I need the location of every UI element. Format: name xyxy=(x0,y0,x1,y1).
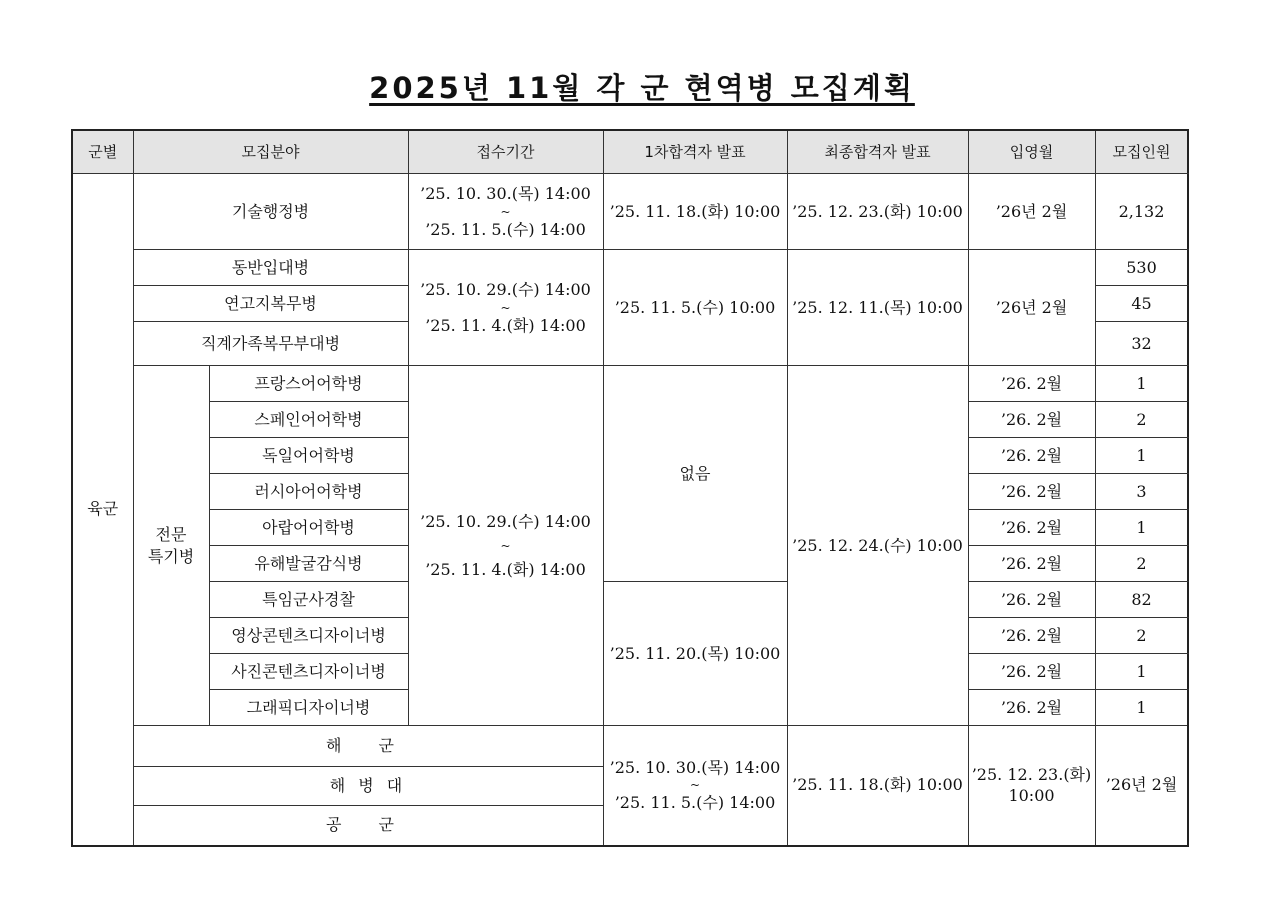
document-title: 2025년 11월 각 군 현역병 모집계획 xyxy=(369,71,915,105)
count-cell: 82 xyxy=(1095,582,1188,618)
count-cell: 1 xyxy=(1095,438,1188,474)
enlist-cell: ’26. 2월 xyxy=(968,474,1095,510)
branch-cell: 해 병 대 xyxy=(133,767,603,806)
army-label: 육군 xyxy=(72,174,133,846)
first-announce-cell: ’25. 11. 5.(수) 10:00 xyxy=(603,250,787,366)
count-cell: 32 xyxy=(1095,322,1188,366)
final-announce-cell: ’25. 12. 24.(수) 10:00 xyxy=(787,366,968,726)
header-row xyxy=(72,130,1188,174)
branch-cell: 해 군 xyxy=(133,726,603,767)
header-count: 모집인원 xyxy=(1095,130,1188,174)
table-row xyxy=(72,366,1188,402)
field-cell: 영상콘텐츠디자이너병 xyxy=(209,618,408,654)
field-cell: 연고지복무병 xyxy=(133,286,408,322)
field-cell: 러시아어어학병 xyxy=(209,474,408,510)
field-cell: 유해발굴감식병 xyxy=(209,546,408,582)
first-announce-cell: ’25. 11. 18.(화) 10:00 xyxy=(603,174,787,250)
field-cell: 스페인어어학병 xyxy=(209,402,408,438)
enlist-cell: ’26년 2월 xyxy=(1095,726,1188,846)
table-row xyxy=(72,174,1188,250)
count-cell: 1 xyxy=(1095,510,1188,546)
field-cell: 직계가족복무부대병 xyxy=(133,322,408,366)
enlist-cell: ’26년 2월 xyxy=(968,174,1095,250)
final-announce-cell: ’25. 12. 23.(화) 10:00 xyxy=(968,726,1095,846)
final-announce-cell: ’25. 12. 23.(화) 10:00 xyxy=(787,174,968,250)
enlist-cell: ’26. 2월 xyxy=(968,582,1095,618)
period-cell: ’25. 10. 30.(목) 14:00 ~ ’25. 11. 5.(수) 14:00 xyxy=(408,174,603,250)
field-cell: 독일어어학병 xyxy=(209,438,408,474)
first-announce-cell: ’25. 11. 18.(화) 10:00 xyxy=(787,726,968,846)
field-cell: 동반입대병 xyxy=(133,250,408,286)
header-branch: 군별 xyxy=(72,130,133,174)
enlist-cell: ’26. 2월 xyxy=(968,546,1095,582)
count-cell: 1 xyxy=(1095,690,1188,726)
count-cell: 2 xyxy=(1095,402,1188,438)
count-cell: 3 xyxy=(1095,474,1188,510)
header-first-announce: 1차합격자 발표 xyxy=(603,130,787,174)
enlist-cell: ’26. 2월 xyxy=(968,366,1095,402)
enlist-cell: ’26. 2월 xyxy=(968,402,1095,438)
period-cell: ’25. 10. 29.(수) 14:00 ~ ’25. 11. 4.(화) 14:00 xyxy=(408,250,603,366)
field-cell: 아랍어어학병 xyxy=(209,510,408,546)
count-cell: 1 xyxy=(1095,366,1188,402)
recruitment-table xyxy=(71,129,1189,847)
document-title-wrap xyxy=(0,66,1284,107)
header-enlist-month: 입영월 xyxy=(968,130,1095,174)
field-cell: 특임군사경찰 xyxy=(209,582,408,618)
enlist-cell: ’26. 2월 xyxy=(968,438,1095,474)
header-field: 모집분야 xyxy=(133,130,408,174)
header-period: 접수기간 xyxy=(408,130,603,174)
count-cell: 530 xyxy=(1095,250,1188,286)
period-cell: ’25. 10. 29.(수) 14:00 ~ ’25. 11. 4.(화) 14:00 xyxy=(408,366,603,726)
count-cell: 2 xyxy=(1095,618,1188,654)
first-announce-cell: ’25. 11. 20.(목) 10:00 xyxy=(603,582,787,726)
table-row xyxy=(72,250,1188,286)
first-announce-cell: 없음 xyxy=(603,366,787,582)
enlist-cell: ’26. 2월 xyxy=(968,510,1095,546)
enlist-cell: ’26년 2월 xyxy=(968,250,1095,366)
period-cell: ’25. 10. 30.(목) 14:00 ~ ’25. 11. 5.(수) 14:00 xyxy=(603,726,787,846)
enlist-cell: ’26. 2월 xyxy=(968,690,1095,726)
count-cell: 45 xyxy=(1095,286,1188,322)
table-row xyxy=(72,726,1188,767)
table-row xyxy=(72,582,1188,618)
field-cell: 그래픽디자이너병 xyxy=(209,690,408,726)
field-cell: 사진콘텐츠디자이너병 xyxy=(209,654,408,690)
header-final-announce: 최종합격자 발표 xyxy=(787,130,968,174)
field-cell: 프랑스어어학병 xyxy=(209,366,408,402)
count-cell: 2 xyxy=(1095,546,1188,582)
count-cell: 1 xyxy=(1095,654,1188,690)
specialty-label: 전문 특기병 xyxy=(133,366,209,726)
count-cell: 2,132 xyxy=(1095,174,1188,250)
enlist-cell: ’26. 2월 xyxy=(968,654,1095,690)
branch-cell: 공 군 xyxy=(133,806,603,846)
enlist-cell: ’26. 2월 xyxy=(968,618,1095,654)
final-announce-cell: ’25. 12. 11.(목) 10:00 xyxy=(787,250,968,366)
field-cell: 기술행정병 xyxy=(133,174,408,250)
